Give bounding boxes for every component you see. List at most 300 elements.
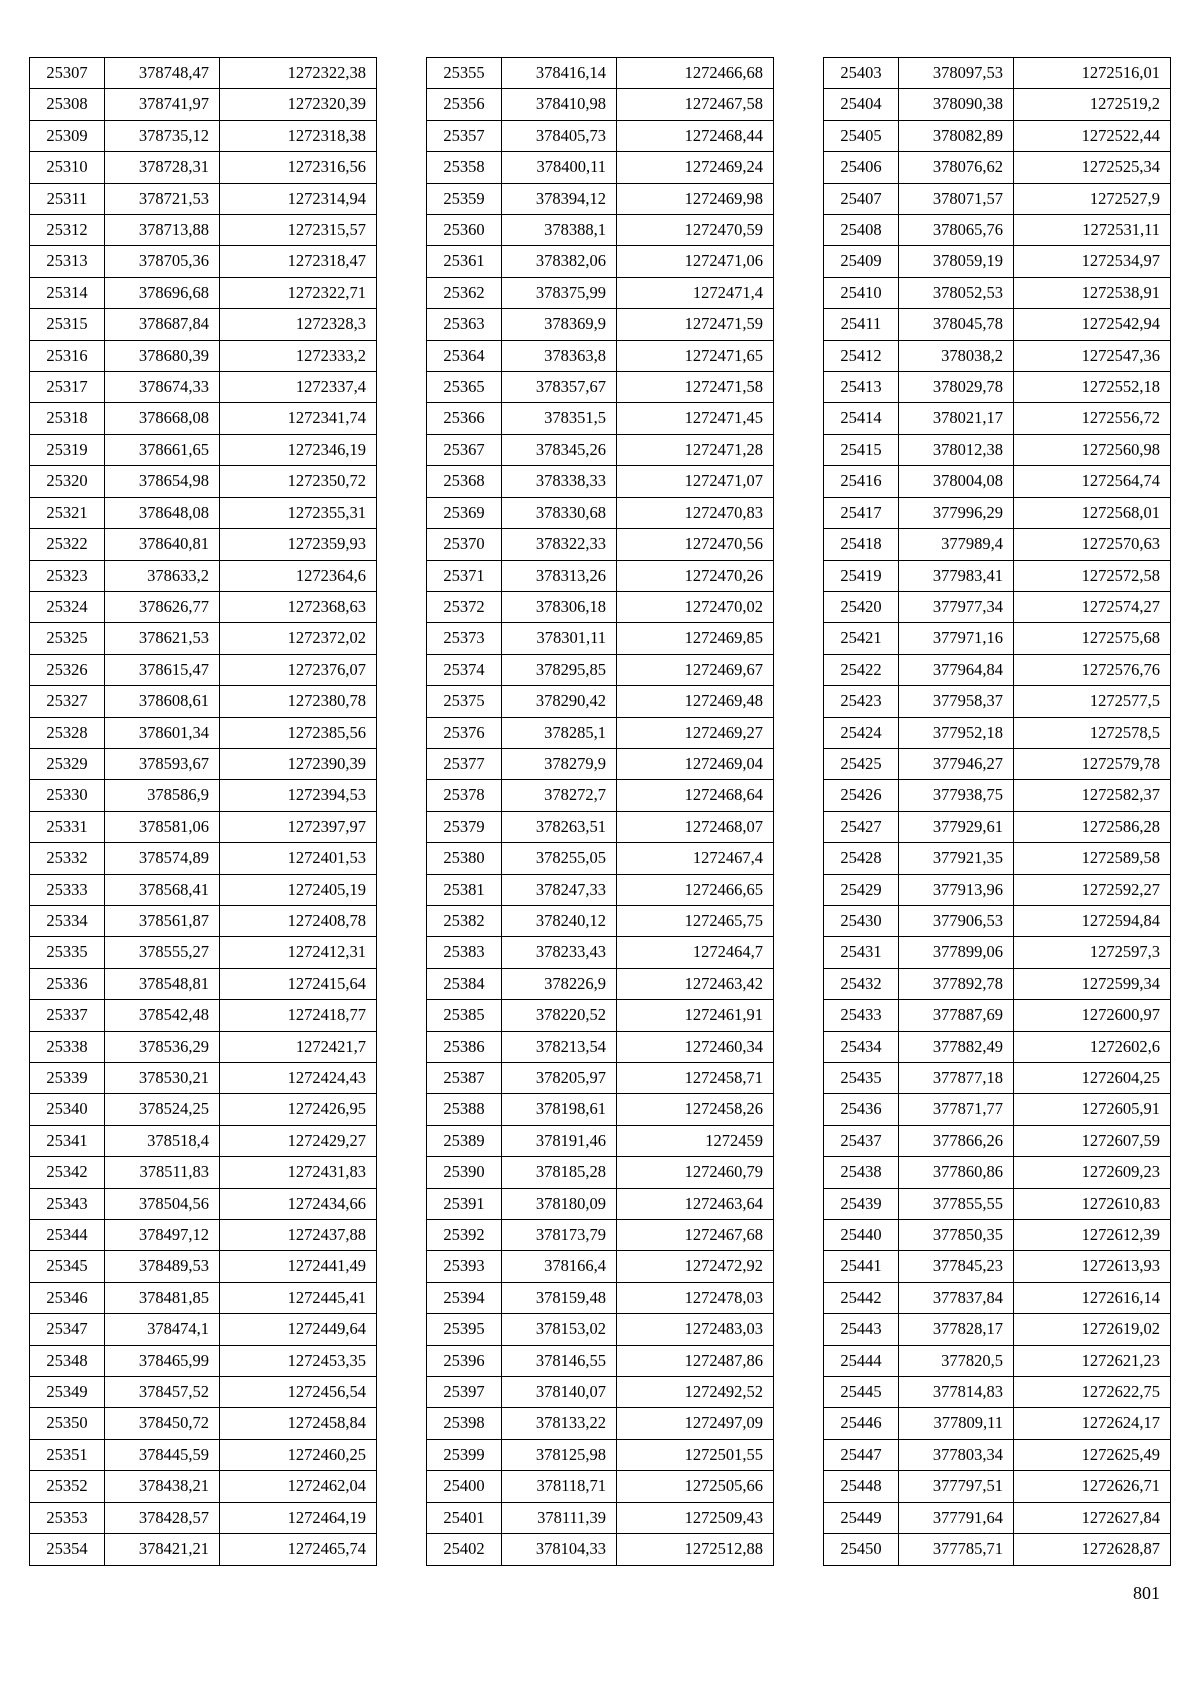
y-coordinate-cell: 1272470,59 [617, 215, 774, 246]
y-coordinate-cell: 1272397,97 [220, 811, 377, 842]
point-number-cell: 25308 [30, 89, 105, 120]
table-row [824, 1063, 1171, 1094]
table-row [30, 340, 377, 371]
point-number-cell: 25434 [824, 1031, 899, 1062]
table-row [30, 1439, 377, 1470]
x-coordinate-cell: 378220,52 [502, 1000, 617, 1031]
point-number-cell: 25360 [427, 215, 502, 246]
x-coordinate-cell: 378090,38 [899, 89, 1014, 120]
table-row [427, 1502, 774, 1533]
y-coordinate-cell: 1272467,58 [617, 89, 774, 120]
table-row [30, 1534, 377, 1565]
x-coordinate-cell: 377855,55 [899, 1188, 1014, 1219]
y-coordinate-cell: 1272574,27 [1014, 591, 1171, 622]
x-coordinate-cell: 378021,17 [899, 403, 1014, 434]
table-row [824, 89, 1171, 120]
point-number-cell: 25437 [824, 1125, 899, 1156]
point-number-cell: 25439 [824, 1188, 899, 1219]
point-number-cell: 25370 [427, 529, 502, 560]
y-coordinate-cell: 1272582,37 [1014, 780, 1171, 811]
table-row [427, 843, 774, 874]
point-number-cell: 25443 [824, 1314, 899, 1345]
x-coordinate-cell: 378626,77 [105, 591, 220, 622]
x-coordinate-cell: 378421,21 [105, 1534, 220, 1565]
point-number-cell: 25331 [30, 811, 105, 842]
table-row [30, 811, 377, 842]
x-coordinate-cell: 378159,48 [502, 1282, 617, 1313]
x-coordinate-cell: 378586,9 [105, 780, 220, 811]
table-row [824, 748, 1171, 779]
table-row [30, 717, 377, 748]
y-coordinate-cell: 1272471,07 [617, 466, 774, 497]
point-number-cell: 25325 [30, 623, 105, 654]
table-row [427, 560, 774, 591]
y-coordinate-cell: 1272471,4 [617, 277, 774, 308]
point-number-cell: 25310 [30, 152, 105, 183]
point-number-cell: 25442 [824, 1282, 899, 1313]
y-coordinate-cell: 1272424,43 [220, 1063, 377, 1094]
table-row [824, 1220, 1171, 1251]
x-coordinate-cell: 378713,88 [105, 215, 220, 246]
x-coordinate-cell: 377866,26 [899, 1125, 1014, 1156]
y-coordinate-cell: 1272431,83 [220, 1157, 377, 1188]
point-number-cell: 25329 [30, 748, 105, 779]
table-row [824, 1094, 1171, 1125]
point-number-cell: 25320 [30, 466, 105, 497]
point-number-cell: 25307 [30, 58, 105, 89]
y-coordinate-cell: 1272560,98 [1014, 434, 1171, 465]
table-row [427, 277, 774, 308]
table-row [427, 1157, 774, 1188]
point-number-cell: 25338 [30, 1031, 105, 1062]
y-coordinate-cell: 1272469,98 [617, 183, 774, 214]
point-number-cell: 25417 [824, 497, 899, 528]
y-coordinate-cell: 1272470,56 [617, 529, 774, 560]
point-number-cell: 25438 [824, 1157, 899, 1188]
table-row [427, 1031, 774, 1062]
x-coordinate-cell: 378481,85 [105, 1282, 220, 1313]
table-row [824, 120, 1171, 151]
x-coordinate-cell: 378465,99 [105, 1345, 220, 1376]
x-coordinate-cell: 378504,56 [105, 1188, 220, 1219]
point-number-cell: 25365 [427, 372, 502, 403]
y-coordinate-cell: 1272605,91 [1014, 1094, 1171, 1125]
y-coordinate-cell: 1272412,31 [220, 937, 377, 968]
table-row [427, 1377, 774, 1408]
y-coordinate-cell: 1272401,53 [220, 843, 377, 874]
y-coordinate-cell: 1272350,72 [220, 466, 377, 497]
point-number-cell: 25336 [30, 968, 105, 999]
table-row [427, 874, 774, 905]
x-coordinate-cell: 377814,83 [899, 1377, 1014, 1408]
x-coordinate-cell: 378633,2 [105, 560, 220, 591]
table-row [30, 529, 377, 560]
x-coordinate-cell: 378029,78 [899, 372, 1014, 403]
table-row [427, 591, 774, 622]
y-coordinate-cell: 1272625,49 [1014, 1439, 1171, 1470]
point-number-cell: 25394 [427, 1282, 502, 1313]
y-coordinate-cell: 1272577,5 [1014, 686, 1171, 717]
point-number-cell: 25313 [30, 246, 105, 277]
table-row [824, 340, 1171, 371]
table-row [30, 1220, 377, 1251]
y-coordinate-cell: 1272478,03 [617, 1282, 774, 1313]
table-row [30, 968, 377, 999]
x-coordinate-cell: 378038,2 [899, 340, 1014, 371]
point-number-cell: 25357 [427, 120, 502, 151]
point-number-cell: 25450 [824, 1534, 899, 1565]
table-row [30, 1031, 377, 1062]
point-number-cell: 25337 [30, 1000, 105, 1031]
point-number-cell: 25381 [427, 874, 502, 905]
x-coordinate-cell: 378574,89 [105, 843, 220, 874]
y-coordinate-cell: 1272552,18 [1014, 372, 1171, 403]
table-row [30, 1314, 377, 1345]
y-coordinate-cell: 1272468,64 [617, 780, 774, 811]
x-coordinate-cell: 378140,07 [502, 1377, 617, 1408]
point-number-cell: 25414 [824, 403, 899, 434]
x-coordinate-cell: 378555,27 [105, 937, 220, 968]
table-row [427, 120, 774, 151]
x-coordinate-cell: 378450,72 [105, 1408, 220, 1439]
x-coordinate-cell: 378568,41 [105, 874, 220, 905]
x-coordinate-cell: 377964,84 [899, 654, 1014, 685]
y-coordinate-cell: 1272468,07 [617, 811, 774, 842]
y-coordinate-cell: 1272487,86 [617, 1345, 774, 1376]
point-number-cell: 25328 [30, 717, 105, 748]
y-coordinate-cell: 1272471,65 [617, 340, 774, 371]
point-number-cell: 25342 [30, 1157, 105, 1188]
x-coordinate-cell: 378351,5 [502, 403, 617, 434]
x-coordinate-cell: 378674,33 [105, 372, 220, 403]
x-coordinate-cell: 378696,68 [105, 277, 220, 308]
y-coordinate-cell: 1272463,42 [617, 968, 774, 999]
point-number-cell: 25388 [427, 1094, 502, 1125]
y-coordinate-cell: 1272355,31 [220, 497, 377, 528]
point-number-cell: 25309 [30, 120, 105, 151]
y-coordinate-cell: 1272471,28 [617, 434, 774, 465]
x-coordinate-cell: 377791,64 [899, 1502, 1014, 1533]
point-number-cell: 25343 [30, 1188, 105, 1219]
y-coordinate-cell: 1272628,87 [1014, 1534, 1171, 1565]
y-coordinate-cell: 1272458,26 [617, 1094, 774, 1125]
y-coordinate-cell: 1272415,64 [220, 968, 377, 999]
x-coordinate-cell: 378180,09 [502, 1188, 617, 1219]
point-number-cell: 25332 [30, 843, 105, 874]
x-coordinate-cell: 377946,27 [899, 748, 1014, 779]
point-number-cell: 25367 [427, 434, 502, 465]
point-number-cell: 25372 [427, 591, 502, 622]
table-row [824, 1439, 1171, 1470]
table-row [30, 466, 377, 497]
y-coordinate-cell: 1272547,36 [1014, 340, 1171, 371]
point-number-cell: 25323 [30, 560, 105, 591]
x-coordinate-cell: 377850,35 [899, 1220, 1014, 1251]
point-number-cell: 25398 [427, 1408, 502, 1439]
y-coordinate-cell: 1272483,03 [617, 1314, 774, 1345]
x-coordinate-cell: 378405,73 [502, 120, 617, 151]
x-coordinate-cell: 378045,78 [899, 309, 1014, 340]
x-coordinate-cell: 378097,53 [899, 58, 1014, 89]
table-row [824, 497, 1171, 528]
x-coordinate-cell: 377820,5 [899, 1345, 1014, 1376]
point-number-cell: 25424 [824, 717, 899, 748]
point-number-cell: 25449 [824, 1502, 899, 1533]
y-coordinate-cell: 1272471,06 [617, 246, 774, 277]
x-coordinate-cell: 377877,18 [899, 1063, 1014, 1094]
y-coordinate-cell: 1272594,84 [1014, 905, 1171, 936]
x-coordinate-cell: 378146,55 [502, 1345, 617, 1376]
table-row [427, 1094, 774, 1125]
y-coordinate-cell: 1272610,83 [1014, 1188, 1171, 1219]
y-coordinate-cell: 1272315,57 [220, 215, 377, 246]
point-number-cell: 25402 [427, 1534, 502, 1565]
table-row [30, 183, 377, 214]
y-coordinate-cell: 1272322,38 [220, 58, 377, 89]
table-row [30, 1157, 377, 1188]
y-coordinate-cell: 1272492,52 [617, 1377, 774, 1408]
table-row [30, 1377, 377, 1408]
x-coordinate-cell: 378615,47 [105, 654, 220, 685]
x-coordinate-cell: 378345,26 [502, 434, 617, 465]
y-coordinate-cell: 1272467,68 [617, 1220, 774, 1251]
y-coordinate-cell: 1272333,2 [220, 340, 377, 371]
y-coordinate-cell: 1272459 [617, 1125, 774, 1156]
y-coordinate-cell: 1272467,4 [617, 843, 774, 874]
point-number-cell: 25351 [30, 1439, 105, 1470]
x-coordinate-cell: 378382,06 [502, 246, 617, 277]
table-row [427, 246, 774, 277]
y-coordinate-cell: 1272576,76 [1014, 654, 1171, 685]
point-number-cell: 25432 [824, 968, 899, 999]
table-row [427, 309, 774, 340]
x-coordinate-cell: 378004,08 [899, 466, 1014, 497]
x-coordinate-cell: 378457,52 [105, 1377, 220, 1408]
x-coordinate-cell: 378416,14 [502, 58, 617, 89]
point-number-cell: 25419 [824, 560, 899, 591]
y-coordinate-cell: 1272471,45 [617, 403, 774, 434]
point-number-cell: 25373 [427, 623, 502, 654]
x-coordinate-cell: 377809,11 [899, 1408, 1014, 1439]
y-coordinate-cell: 1272572,58 [1014, 560, 1171, 591]
point-number-cell: 25395 [427, 1314, 502, 1345]
point-number-cell: 25341 [30, 1125, 105, 1156]
x-coordinate-cell: 378065,76 [899, 215, 1014, 246]
table-row [427, 748, 774, 779]
table-row [30, 309, 377, 340]
point-number-cell: 25436 [824, 1094, 899, 1125]
x-coordinate-cell: 378213,54 [502, 1031, 617, 1062]
point-number-cell: 25447 [824, 1439, 899, 1470]
point-number-cell: 25441 [824, 1251, 899, 1282]
x-coordinate-cell: 378133,22 [502, 1408, 617, 1439]
x-coordinate-cell: 378111,39 [502, 1502, 617, 1533]
table-row [427, 1439, 774, 1470]
table-row [427, 152, 774, 183]
y-coordinate-cell: 1272426,95 [220, 1094, 377, 1125]
x-coordinate-cell: 378648,08 [105, 497, 220, 528]
x-coordinate-cell: 378601,34 [105, 717, 220, 748]
x-coordinate-cell: 378640,81 [105, 529, 220, 560]
y-coordinate-cell: 1272346,19 [220, 434, 377, 465]
table-row [30, 937, 377, 968]
table-row [824, 1377, 1171, 1408]
x-coordinate-cell: 378548,81 [105, 968, 220, 999]
point-number-cell: 25390 [427, 1157, 502, 1188]
table-row [824, 717, 1171, 748]
x-coordinate-cell: 378369,9 [502, 309, 617, 340]
point-number-cell: 25312 [30, 215, 105, 246]
x-coordinate-cell: 378489,53 [105, 1251, 220, 1282]
point-number-cell: 25385 [427, 1000, 502, 1031]
table-row [30, 1094, 377, 1125]
x-coordinate-cell: 378226,9 [502, 968, 617, 999]
table-row [824, 686, 1171, 717]
y-coordinate-cell: 1272462,04 [220, 1471, 377, 1502]
y-coordinate-cell: 1272527,9 [1014, 183, 1171, 214]
y-coordinate-cell: 1272408,78 [220, 905, 377, 936]
coordinate-table-1 [29, 57, 377, 1566]
x-coordinate-cell: 378272,7 [502, 780, 617, 811]
y-coordinate-cell: 1272470,26 [617, 560, 774, 591]
table-row [427, 623, 774, 654]
x-coordinate-cell: 378173,79 [502, 1220, 617, 1251]
y-coordinate-cell: 1272449,64 [220, 1314, 377, 1345]
y-coordinate-cell: 1272624,17 [1014, 1408, 1171, 1439]
y-coordinate-cell: 1272390,39 [220, 748, 377, 779]
table-row [30, 1251, 377, 1282]
y-coordinate-cell: 1272376,07 [220, 654, 377, 685]
y-coordinate-cell: 1272464,19 [220, 1502, 377, 1533]
point-number-cell: 25428 [824, 843, 899, 874]
x-coordinate-cell: 378012,38 [899, 434, 1014, 465]
point-number-cell: 25431 [824, 937, 899, 968]
table-row [30, 843, 377, 874]
x-coordinate-cell: 377887,69 [899, 1000, 1014, 1031]
point-number-cell: 25387 [427, 1063, 502, 1094]
point-number-cell: 25404 [824, 89, 899, 120]
y-coordinate-cell: 1272469,67 [617, 654, 774, 685]
point-number-cell: 25374 [427, 654, 502, 685]
y-coordinate-cell: 1272469,85 [617, 623, 774, 654]
table-row [30, 1000, 377, 1031]
x-coordinate-cell: 377899,06 [899, 937, 1014, 968]
x-coordinate-cell: 377871,77 [899, 1094, 1014, 1125]
x-coordinate-cell: 377938,75 [899, 780, 1014, 811]
table-row [30, 1502, 377, 1533]
x-coordinate-cell: 378654,98 [105, 466, 220, 497]
x-coordinate-cell: 378306,18 [502, 591, 617, 622]
point-number-cell: 25408 [824, 215, 899, 246]
table-row [30, 1408, 377, 1439]
table-row [427, 340, 774, 371]
point-number-cell: 25354 [30, 1534, 105, 1565]
x-coordinate-cell: 378445,59 [105, 1439, 220, 1470]
point-number-cell: 25382 [427, 905, 502, 936]
y-coordinate-cell: 1272463,64 [617, 1188, 774, 1219]
y-coordinate-cell: 1272597,3 [1014, 937, 1171, 968]
point-number-cell: 25429 [824, 874, 899, 905]
x-coordinate-cell: 378721,53 [105, 183, 220, 214]
point-number-cell: 25384 [427, 968, 502, 999]
table-row [824, 466, 1171, 497]
y-coordinate-cell: 1272519,2 [1014, 89, 1171, 120]
table-row [824, 1157, 1171, 1188]
y-coordinate-cell: 1272421,7 [220, 1031, 377, 1062]
table-row [824, 309, 1171, 340]
y-coordinate-cell: 1272441,49 [220, 1251, 377, 1282]
x-coordinate-cell: 378071,57 [899, 183, 1014, 214]
y-coordinate-cell: 1272472,92 [617, 1251, 774, 1282]
point-number-cell: 25445 [824, 1377, 899, 1408]
point-number-cell: 25335 [30, 937, 105, 968]
x-coordinate-cell: 377785,71 [899, 1534, 1014, 1565]
table-row [30, 654, 377, 685]
point-number-cell: 25412 [824, 340, 899, 371]
x-coordinate-cell: 378313,26 [502, 560, 617, 591]
table-row [427, 1000, 774, 1031]
x-coordinate-cell: 377983,41 [899, 560, 1014, 591]
table-row [30, 277, 377, 308]
y-coordinate-cell: 1272570,63 [1014, 529, 1171, 560]
y-coordinate-cell: 1272466,65 [617, 874, 774, 905]
y-coordinate-cell: 1272604,25 [1014, 1063, 1171, 1094]
x-coordinate-cell: 378076,62 [899, 152, 1014, 183]
table-row [30, 1188, 377, 1219]
y-coordinate-cell: 1272385,56 [220, 717, 377, 748]
x-coordinate-cell: 378185,28 [502, 1157, 617, 1188]
table-row [30, 89, 377, 120]
table-row [824, 58, 1171, 89]
table-row [427, 1063, 774, 1094]
point-number-cell: 25380 [427, 843, 502, 874]
table-row [824, 152, 1171, 183]
y-coordinate-cell: 1272456,54 [220, 1377, 377, 1408]
y-coordinate-cell: 1272616,14 [1014, 1282, 1171, 1313]
point-number-cell: 25319 [30, 434, 105, 465]
y-coordinate-cell: 1272575,68 [1014, 623, 1171, 654]
point-number-cell: 25352 [30, 1471, 105, 1502]
table-row [30, 591, 377, 622]
table-row [824, 968, 1171, 999]
x-coordinate-cell: 378104,33 [502, 1534, 617, 1565]
table-row [427, 497, 774, 528]
x-coordinate-cell: 378728,31 [105, 152, 220, 183]
point-number-cell: 25409 [824, 246, 899, 277]
table-row [427, 183, 774, 214]
y-coordinate-cell: 1272468,44 [617, 120, 774, 151]
table-row [427, 372, 774, 403]
point-number-cell: 25421 [824, 623, 899, 654]
point-number-cell: 25418 [824, 529, 899, 560]
table-row [30, 905, 377, 936]
x-coordinate-cell: 378052,53 [899, 277, 1014, 308]
x-coordinate-cell: 378247,33 [502, 874, 617, 905]
table-row [30, 434, 377, 465]
point-number-cell: 25396 [427, 1345, 502, 1376]
point-number-cell: 25340 [30, 1094, 105, 1125]
y-coordinate-cell: 1272471,58 [617, 372, 774, 403]
point-number-cell: 25430 [824, 905, 899, 936]
y-coordinate-cell: 1272458,71 [617, 1063, 774, 1094]
y-coordinate-cell: 1272586,28 [1014, 811, 1171, 842]
table-row [824, 246, 1171, 277]
table-row [427, 58, 774, 89]
point-number-cell: 25326 [30, 654, 105, 685]
point-number-cell: 25350 [30, 1408, 105, 1439]
x-coordinate-cell: 378363,8 [502, 340, 617, 371]
table-row [427, 1534, 774, 1565]
